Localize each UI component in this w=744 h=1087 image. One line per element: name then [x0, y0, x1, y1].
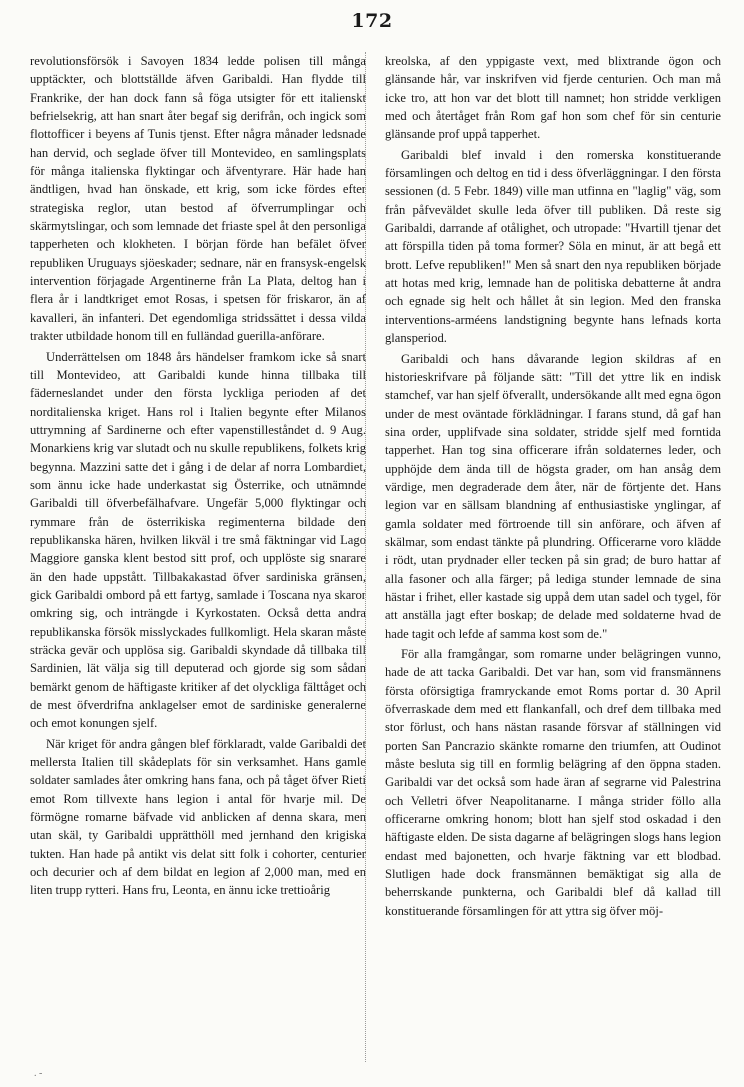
paragraph: kreolska, af den yppigaste vext, med blixtrande ögon och glänsande hår, var inskrifven vid fjerde centurien. Och man må icke tro, att hon var det blott till namnet; hon stridde verkligen med och återtåget från Rom gaf hon som chef för sin centurie glänsande prof uppå tapperhet.: [385, 54, 721, 142]
paragraph: Garibaldi och hans dåvarande legion skildras af en historieskrifvare på följande sätt: "Till det yttre lik en indisk stamchef, var han sjelf öfverallt, undersökande allt med egna ögon under de mest oväntade förklädningar. I farans stund, då gaf han sina order, upplifvade sina soldater, stridde sjelf med forntida tapperhet. Han tog sina officerare ifrån soldaternes leder, och upphöjde dem ända till de högsta grader, om han ansåg dem värdige, men degraderade dem åter, när de förtjente det. Hans legion var en sällsam blandning af enthusiastiske ynglingar, af gamla soldater med förtroende till sin anförare, och äfven af skälmar, som endast tänkte på plundring. Officerarne voro klädde i rödt, utan prydnader eller tecken på sin grad; de buro hattar af alla fasoner och alla färger; på lediga stunder lemnade de sina hästar i frihet, eller kastade sig uppå dem utan sadel och tygel, för att anställa jagt efter boskap; de delade med soldaterne hvad de hade tagit och lefde af samma kost som de.": [385, 351, 721, 641]
paragraph: Garibaldi blef invald i den romerska konstituerande församlingen och deltog en tid i dess öfverläggningar. I den första sessionen (d. 5 Febr. 1849) ville man utfinna en "laglig" väg, som från påfveväldet skulle leda öfver till publiken. Då reste sig Garibaldi, darrande af otålighet, och utropade: "Hvartill tjenar det att förspilla tiden på toma former? Söla en minut, är att begå ett brott. Lefve republiken!" Men så snart den nya republiken började att hotas med krig, lemnade han de politiska debatterne åt andra och egnade sig helt och hållet åt sin legion. Med den franska interventions-arméens landstigning begynte hans lefnads korta glansperiod.: [385, 147, 721, 346]
footer-mark: . -: [34, 1068, 43, 1079]
paragraph: För alla framgångar, som romarne under belägringen vunno, hade de att tacka Garibaldi. Det var han, som vid fransmännens första oförsigtiga framryckande emot Roms portar d. 30 April öfverraskade dem med ett flankanfall, och dref dem tillbaka med stor förlust, och hans nästan rasande försvar af ställningen vid porten San Pancrazio skänkte romarne den triumfen, att Oudinot måste besluta sig till en formlig belägring af den öppna staden. Garibaldi var det också som hade äran af segrarne vid Palestrina och Velletri öfver Neapolitanarne. I många strider föllo alla officerarne omkring honom; blott han sjelf stod oskadad i den häftigaste elden. De sista dagarne af belägringen slogs hans legion endast med bajonetten, och hvarje fäktning var ett blodbad. Slutligen hade dock fransmännen bemäktigat sig alla de beherrskande punkterna, och Garibaldi blef då kallad till konstituerande församlingen för att yttra sig öfver möj-: [385, 647, 721, 918]
left-column: [30, 52, 366, 900]
column-divider: [365, 52, 366, 1062]
paragraph: Underrättelsen om 1848 års händelser framkom icke så snart till Montevideo, att Garibaldi kunde hinna tillbaka till fäderneslandet under den första lyckliga perioden af det norditalienska kriget. Hans rol i Italien begynte efter Milanos uttrymning af Sardinerne och efter vapenstilleståndet d. 9 Aug. Monarkiens krig var slutadt och nu skulle republikens, folkets krig begynna. Mazzini satte det i gång i de delar af norra Lombardiet, som ännu icke hade underkastat sig Österrike, och utnämnde Garibaldi till öfverbefälhafvare. Ungefär 5,000 flyktingar och rymmare från de österrikiska regimenterna bildade den republikanska hären, hvilken likväl i tre små fäktningar vid Lago Maggiore ganska klent bestod sitt prof, och upplöste sig snarare än den hade uppstått. Tillbakakastad öfver sardiniska gränsen, gick Garibaldi ombord på ett fartyg, samlade i Toscana nya skaror omkring sig, och inträngde i Kyrkostaten. Också detta andra republikanska försök misslyckades fullkomligt. Hela skaran måste sträcka gevär och upplösa sig. Garibaldi skyndade då tillbaka till Sardinien, lät välja sig till deputerad och gjorde sig som sådan bemärkt genom de häftigaste kritiker af det olyckliga fälttåget och de mest öfverdrifna anklagelser emot de sardiniske generalerne och emot konungen sjelf.: [30, 349, 366, 731]
paragraph: revolutionsförsök i Savoyen 1834 ledde polisen till många upptäckter, och blottställde äfven Garibaldi. Han flydde till Frankrike, der han dock fann så föga utsigter för ett italienskt befrielsekrig, att han snart åter begaf sig derifrån, och ingick som flottofficer i beyens af Tunis tjenst. Efter några månader ledsnade han dervid, och seglade öfver till Montevideo, en samlingsplats för många italienska flyktingar och äfventyrare. Här hade han ändtligen, hvad han önskade, ett krig, som icke fördes efter strategiska reglor, utan bestod af öfverrumplingar och skärmytslingar, och som lemnade det friaste spel åt den personliga tapperheten och klokheten. I början förde han befälet öfver republiken Uruguays sjöeskader; sednare, när en fransysk-engelsk intervention förjagade Argentinerne från La Plata, deltog han i flera år i landtkriget emot Rosas, i spetsen för friskaror, än af kavalleri, än infanteri. Det egendomliga stridssättet i dessa vilda trakter utbildade honom till en fulländad guerilla-anförare.: [30, 54, 366, 344]
page-number: 172: [351, 10, 393, 32]
right-column: [385, 52, 721, 920]
paragraph: När kriget för andra gången blef förklaradt, valde Garibaldi det mellersta Italien till skådeplats för sin verksamhet. Hans gamle soldater samlades åter omkring hans fana, och på tåget öfver Rieti emot Rom tillvexte hans legion i antal för hvarje mil. De förmögne romarne bäfvade vid anblicken af denna skara, men utan skäl, ty Garibaldi upprätthöll med jernhand den krigiska tukten. Han hade på antikt vis delat sitt folk i cohorter, centurier och decurier och af dem bildat en legion af 2,000 man, med en liten trupp rytteri. Hans fru, Leonta, en ännu icke trettioårig: [30, 736, 366, 898]
